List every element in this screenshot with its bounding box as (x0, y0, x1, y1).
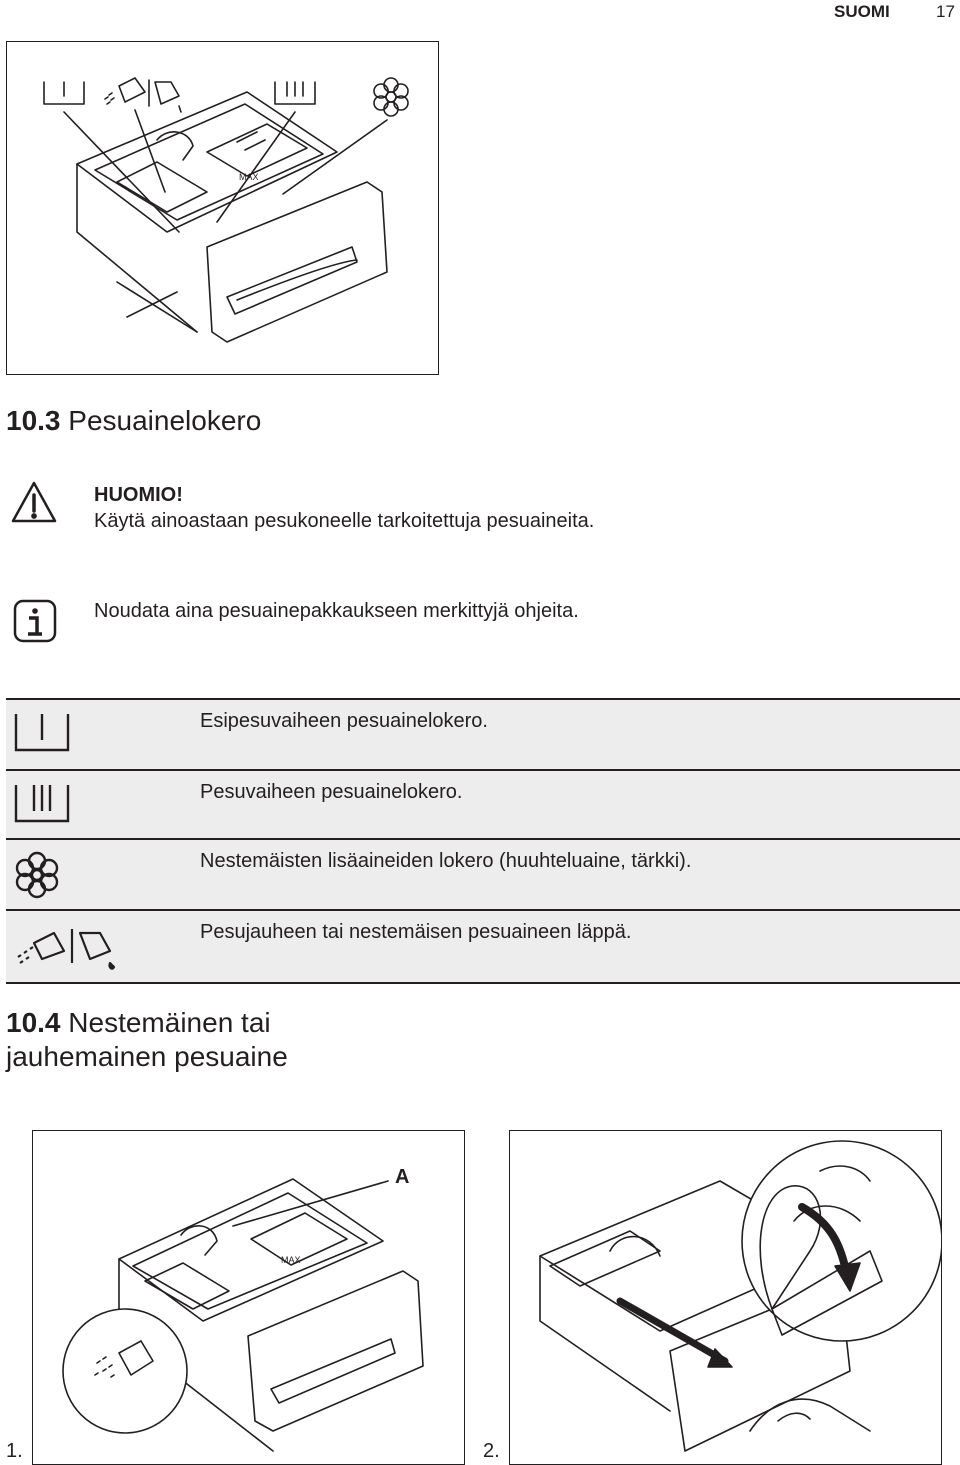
main-wash-compartment-icon (275, 82, 315, 104)
table-row-text: Nestemäisten lisäaineiden lokero (huuhteluaine, tärkki). (200, 850, 692, 872)
section-title-text: Pesuainelokero (68, 405, 262, 436)
table-row (6, 838, 960, 910)
table-row-text: Pesujauheen tai nestemäisen pesuaineen läppä. (200, 921, 632, 943)
section-title-line2: jauhemainen pesuaine (6, 1041, 288, 1072)
warning-icon (10, 480, 58, 524)
prewash-compartment-icon (12, 710, 72, 761)
max-label: MAX (239, 172, 259, 182)
section-number: 10.3 (6, 405, 61, 436)
section-number: 10.4 (6, 1007, 61, 1038)
label-a: A (395, 1166, 410, 1188)
figure-1-number: 1. (6, 1440, 23, 1462)
header-language: SUOMI (834, 2, 890, 21)
page-number: 17 (936, 2, 955, 21)
table-row (6, 909, 960, 984)
figure-1 (32, 1130, 465, 1465)
softener-flower-icon (374, 78, 408, 116)
max-label: MAX (281, 1255, 301, 1265)
main-wash-compartment-icon (12, 781, 72, 832)
figure-2 (509, 1130, 942, 1465)
table-row-text: Esipesuvaiheen pesuainelokero. (200, 710, 488, 732)
softener-flower-icon (12, 850, 62, 905)
figure-2-number: 2. (483, 1440, 500, 1462)
info-text: Noudata aina pesuainepakkaukseen merkittyjä ohjeita. (94, 600, 579, 622)
warning-text: Käytä ainoastaan pesukoneelle tarkoitettuja pesuaineita. (94, 510, 595, 532)
section-10-3-title (6, 404, 261, 438)
section-10-4-title (6, 1006, 288, 1074)
warning-block (94, 482, 594, 534)
powder-liquid-flap-icon (105, 78, 181, 112)
powder-liquid-flap-icon (12, 923, 122, 978)
table-row (6, 698, 960, 770)
info-icon (12, 598, 58, 644)
top-drawer-figure (6, 41, 439, 375)
section-title-line1: Nestemäinen tai (68, 1007, 271, 1038)
table-row (6, 769, 960, 839)
prewash-compartment-icon (44, 82, 84, 104)
table-row-text: Pesuvaiheen pesuainelokero. (200, 781, 463, 803)
warning-heading: HUOMIO! (94, 484, 183, 506)
